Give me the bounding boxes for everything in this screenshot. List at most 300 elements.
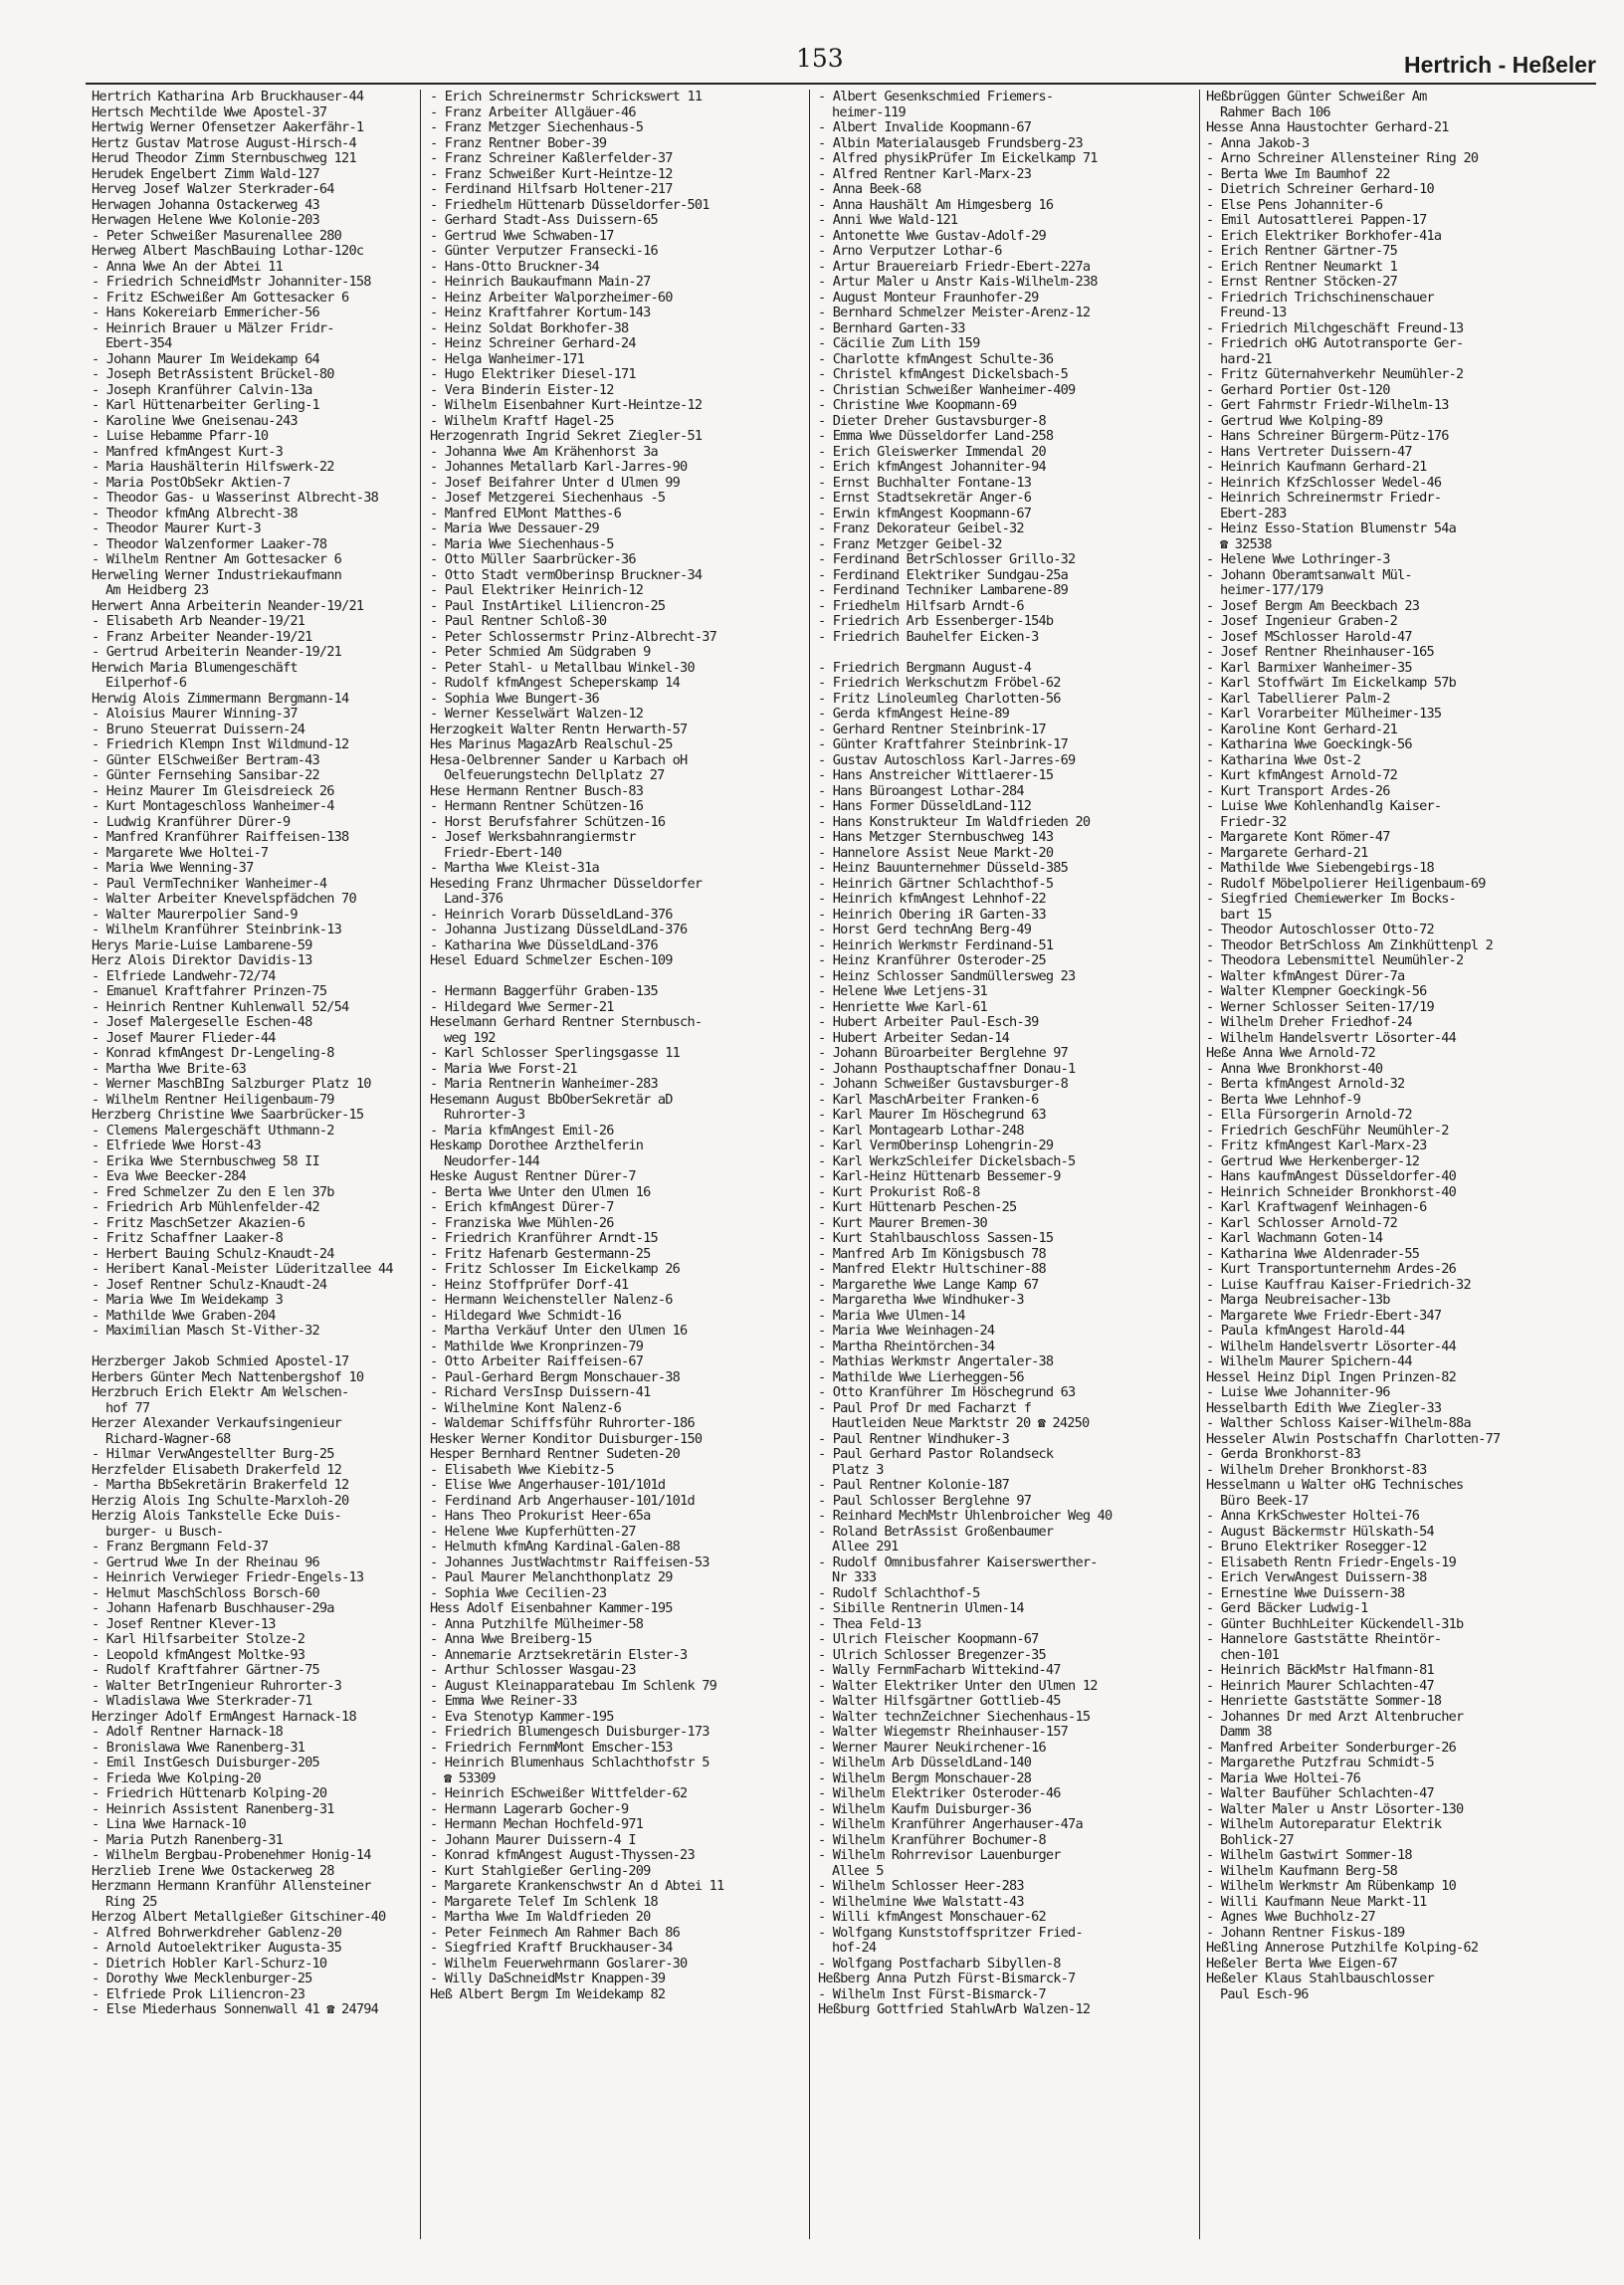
directory-entry: Hesper Bernhard Rentner Sudeten-20 <box>430 1447 681 1462</box>
directory-entry: Herzbruch Erich Elektr Am Welschen- <box>92 1385 349 1400</box>
directory-entry: - Paul InstArtikel Liliencron-25 <box>430 598 666 614</box>
directory-entry: - Hans Metzger Sternbuschweg 143 <box>818 830 1054 845</box>
directory-entry-continuation: Damm 38 <box>1220 1725 1272 1740</box>
directory-entry: - Elisabeth Wwe Kiebitz-5 <box>430 1462 614 1478</box>
directory-entry: - Katharina Wwe Goeckingk-56 <box>1206 737 1412 752</box>
directory-entry: - Peter Schlossermstr Prinz-Albrecht-37 <box>430 629 716 645</box>
directory-entry: - Gerda kfmAngest Heine-89 <box>818 707 1009 722</box>
directory-entry: - Albert Invalide Koopmann-67 <box>818 120 1032 135</box>
directory-entry: - Heinrich Maurer Schlachten-47 <box>1206 1678 1434 1694</box>
directory-entry: - Walter technZeichner Siechenhaus-15 <box>818 1709 1091 1725</box>
directory-entry: - Wilhelm Eisenbahner Kurt-Heintze-12 <box>430 398 703 413</box>
directory-entry: - Johannes JustWachtmstr Raiffeisen-53 <box>430 1555 710 1570</box>
directory-entry: - Arnold Autoelektriker Augusta-35 <box>92 1941 342 1956</box>
directory-entry: Herys Marie-Luise Lambarene-59 <box>92 937 312 953</box>
directory-entry: - Heinrich Verwieger Friedr-Engels-13 <box>92 1570 364 1585</box>
directory-entry: - Sibille Rentnerin Ulmen-14 <box>818 1601 1024 1616</box>
directory-entry-continuation: Paul Esch-96 <box>1220 1986 1309 2002</box>
directory-entry: - Gerd Bäcker Ludwig-1 <box>1206 1601 1368 1616</box>
directory-entry: - Paul Elektriker Heinrich-12 <box>430 583 644 598</box>
directory-entry: - Luise Hebamme Pfarr-10 <box>92 429 269 444</box>
directory-entry: - Wilhelm Bergm Monschauer-28 <box>818 1770 1032 1786</box>
directory-entry: - Wilhelmine Wwe Walstatt-43 <box>818 1894 1024 1910</box>
directory-entry: - Berta Wwe Unter den Ulmen 16 <box>430 1184 651 1200</box>
directory-entry-continuation: Oelfeuerungstechn Dellplatz 27 <box>444 768 665 783</box>
directory-entry: - Erich Rentner Gärtner-75 <box>1206 244 1397 259</box>
page-number: 153 <box>796 44 844 73</box>
directory-entry: - Otto Kranführer Im Höschegrund 63 <box>818 1385 1076 1400</box>
directory-entry-continuation: Friedr-32 <box>1220 814 1287 830</box>
directory-entry: Heske August Rentner Dürer-7 <box>430 1169 636 1184</box>
directory-entry: - Erich Gleiswerker Immendal 20 <box>818 444 1046 460</box>
directory-entry: - Josef Bergm Am Beeckbach 23 <box>1206 598 1420 614</box>
directory-entry-continuation: hof 77 <box>105 1400 150 1416</box>
directory-entry: - Walter Arbeiter Knevelspfädchen 70 <box>92 892 356 907</box>
directory-entry: - Karl Wachmann Goten-14 <box>1206 1231 1383 1246</box>
directory-entry: - Kurt Transport Ardes-26 <box>1206 783 1390 799</box>
directory-entry: - Margarete Telef Im Schlenk 18 <box>430 1894 658 1910</box>
directory-entry: - Hubert Arbeiter Sedan-14 <box>818 1030 1009 1046</box>
directory-entry: Herwich Maria Blumengeschäft <box>92 660 298 676</box>
directory-entry: - Peter Feinmech Am Rahmer Bach 86 <box>430 1925 681 1941</box>
directory-entry: - Elisabeth Arb Neander-19/21 <box>92 614 305 629</box>
directory-entry: - Arthur Schlosser Wasgau-23 <box>430 1663 636 1678</box>
directory-entry: - Walter Hilfsgärtner Gottlieb-45 <box>818 1694 1061 1709</box>
directory-entry: - Adolf Rentner Harnack-18 <box>92 1725 283 1740</box>
directory-entry: - Anna Wwe Bronkhorst-40 <box>1206 1061 1383 1077</box>
directory-entry: - Günter Kraftfahrer Steinbrink-17 <box>818 737 1069 752</box>
directory-entry: - Clemens Malergeschäft Uthmann-2 <box>92 1123 334 1139</box>
directory-entry: - Maria Putzh Ranenberg-31 <box>92 1832 283 1848</box>
directory-entry: - Josef Werksbahnrangiermstr <box>430 830 636 845</box>
running-head: Hertrich - Heßeler <box>1403 52 1596 78</box>
directory-entry: - Peter Schweißer Masurenallee 280 <box>92 228 342 244</box>
directory-entry: - Karoline Kont Gerhard-21 <box>1206 722 1397 737</box>
directory-entry: - Friedrich GeschFühr Neumühler-2 <box>1206 1123 1449 1139</box>
directory-entry: - Bernhard Schmelzer Meister-Arenz-12 <box>818 306 1091 320</box>
directory-entry: - Siegfried Kraftf Bruckhauser-34 <box>430 1941 673 1956</box>
directory-entry: - Franz Metzger Siechenhaus-5 <box>430 120 644 135</box>
directory-entry: - Otto Müller Saarbrücker-36 <box>430 552 636 567</box>
directory-entry: - Martha Wwe Brite-63 <box>92 1061 247 1077</box>
directory-entry: - Alfred physikPrüfer Im Eickelkamp 71 <box>818 151 1098 166</box>
directory-entry: - Hans Konstrukteur Im Waldfrieden 20 <box>818 814 1091 830</box>
directory-entry: Heßburg Gottfried StahlwArb Walzen-12 <box>818 2002 1091 2017</box>
directory-entry: - Maria Haushälterin Hilfswerk-22 <box>92 460 334 475</box>
directory-entry: - Theodor Maurer Kurt-3 <box>92 521 261 536</box>
directory-entry: - Franz Arbeiter Neander-19/21 <box>92 629 312 645</box>
directory-entry: - Roland BetrAssist Großenbaumer <box>818 1524 1054 1540</box>
directory-entry: - Anna Wwe An der Abtei 11 <box>92 259 283 275</box>
directory-entry: - Franz Rentner Bober-39 <box>430 135 607 151</box>
directory-entry: Heskamp Dorothee Arzthelferin <box>430 1139 644 1153</box>
directory-entry: - Anna KrkSchwester Holtei-76 <box>1206 1509 1420 1524</box>
directory-entry: - Helmut MaschSchloss Borsch-60 <box>92 1585 319 1601</box>
directory-entry-continuation: heimer-119 <box>832 104 906 120</box>
directory-entry: - Friedrich Bergmann August-4 <box>818 660 1032 676</box>
directory-entry: - Maria Wwe Holtei-76 <box>1206 1770 1361 1786</box>
directory-entry: - Katharina Wwe Ost-2 <box>1206 752 1361 768</box>
directory-entry: - Kurt Stahlbauschloss Sassen-15 <box>818 1231 1054 1246</box>
directory-entry: - Mathias Werkmstr Angertaler-38 <box>818 1354 1054 1369</box>
directory-entry: - Wilhelm Arb DüsseldLand-140 <box>818 1756 1032 1770</box>
directory-entry: - Katharina Wwe DüsseldLand-376 <box>430 937 658 953</box>
directory-entry: - Horst Gerd technAng Berg-49 <box>818 923 1032 937</box>
directory-entry: - Walter Maurerpolier Sand-9 <box>92 907 298 923</box>
directory-entry: - Sophia Wwe Bungert-36 <box>430 691 599 707</box>
directory-entry: - Wilhelm Kaufm Duisburger-36 <box>818 1801 1032 1817</box>
directory-entry: - Annemarie Arztsekretärin Elster-3 <box>430 1647 688 1663</box>
directory-entry: - Friedrich SchneidMstr Johanniter-158 <box>92 275 371 290</box>
directory-entry: - Kurt Hüttenarb Peschen-25 <box>818 1200 1017 1215</box>
directory-entry: - Hans Anstreicher Wittlaerer-15 <box>818 768 1054 783</box>
directory-entry: - Ulrich Fleischer Koopmann-67 <box>818 1632 1039 1647</box>
directory-entry: - Richard VersInsp Duissern-41 <box>430 1385 651 1400</box>
directory-entry: - Kurt Maurer Bremen-30 <box>818 1215 987 1231</box>
directory-entry: - Wilhelmine Kont Nalenz-6 <box>430 1400 621 1416</box>
directory-entry: - Peter Schmied Am Südgraben 9 <box>430 645 651 660</box>
directory-entry: - Albin Materialausgeb Frundsberg-23 <box>818 135 1083 151</box>
directory-entry: - Emma Wwe Reiner-33 <box>430 1694 577 1709</box>
directory-entry: - Johann Oberamtsanwalt Mül- <box>1206 567 1412 583</box>
directory-entry: - Heribert Kanal-Meister Lüderitzallee 44 <box>92 1262 393 1277</box>
directory-entry: - Leopold kfmAngest Moltke-93 <box>92 1647 305 1663</box>
directory-entry: Herud Theodor Zimm Sternbuschweg 121 <box>92 151 356 166</box>
directory-entry: Herzlieb Irene Wwe Ostackerweg 28 <box>92 1863 334 1879</box>
directory-entry: - Gertrud Wwe Kolping-89 <box>1206 413 1383 429</box>
directory-entry: - Erich VerwAngest Duissern-38 <box>1206 1570 1427 1585</box>
directory-entry: - Elfriede Prok Liliencron-23 <box>92 1986 305 2002</box>
directory-entry: Herzmann Hermann Kranführ Allensteiner <box>92 1879 371 1894</box>
directory-entry: - Heinz Schreiner Gerhard-24 <box>430 336 636 351</box>
directory-entry: - Heinrich Baukaufmann Main-27 <box>430 275 651 290</box>
directory-entry: - Walter Wiegemstr Rheinhauser-157 <box>818 1725 1069 1740</box>
directory-entry-continuation: Allee 5 <box>832 1863 884 1879</box>
directory-entry: - Kurt Prokurist Roß-8 <box>818 1184 980 1200</box>
directory-entry: - Franz Dekorateur Geibel-32 <box>818 521 1024 536</box>
directory-entry: - Karl WerkzSchleifer Dickelsbach-5 <box>818 1153 1076 1169</box>
directory-entry: - Walter Klempner Goeckingk-56 <box>1206 984 1427 999</box>
directory-entry: - Josef Rentner Klever-13 <box>92 1616 276 1632</box>
directory-entry: - Franz Metzger Geibel-32 <box>818 536 1002 552</box>
directory-entry: - Albert Gesenkschmied Friemers- <box>818 90 1054 104</box>
directory-entry: - Paula kfmAngest Harold-44 <box>1206 1324 1405 1339</box>
directory-entry: - Hugo Elektriker Diesel-171 <box>430 367 636 382</box>
directory-entry: - Anna Haushält Am Himgesberg 16 <box>818 197 1054 213</box>
directory-entry: - Luise Wwe Kohlenhandlg Kaiser- <box>1206 799 1442 814</box>
directory-entry: - Helga Wanheimer-171 <box>430 351 585 367</box>
directory-entry: - Willi kfmAngest Monschauer-62 <box>818 1910 1046 1925</box>
directory-entry: - Friedrich Arb Mühlenfelder-42 <box>92 1200 319 1215</box>
directory-entry: - Ferdinand Hilfsarb Holtener-217 <box>430 182 673 197</box>
directory-entry-continuation: Neudorfer-144 <box>444 1153 539 1169</box>
directory-entry: - Hermann Mechan Hochfeld-971 <box>430 1817 644 1832</box>
directory-entry: - Joseph Kranführer Calvin-13a <box>92 382 312 398</box>
directory-entry: - Theodora Lebensmittel Neumühler-2 <box>1206 953 1464 968</box>
directory-entry: - Heinrich BäckMstr Halfmann-81 <box>1206 1663 1434 1678</box>
header-rule <box>86 83 1596 85</box>
directory-entry-continuation: Allee 291 <box>832 1540 899 1555</box>
directory-entry: - Herbert Bauing Schulz-Knaudt-24 <box>92 1246 334 1262</box>
directory-entry: - Günter Fernsehing Sansibar-22 <box>92 768 319 783</box>
directory-entry: - Heinrich Schneider Bronkhorst-40 <box>1206 1184 1457 1200</box>
directory-entry: - Paul VermTechniker Wanheimer-4 <box>92 876 327 892</box>
directory-entry: - Ferdinand BetrSchlosser Grillo-32 <box>818 552 1076 567</box>
directory-entry: - Friedrich Blumengesch Duisburger-173 <box>430 1725 710 1740</box>
directory-entry: Herzig Alois Ing Schulte-Marxloh-20 <box>92 1493 349 1509</box>
directory-entry: - Fred Schmelzer Zu den E len 37b <box>92 1184 334 1200</box>
directory-entry: - Artur Maler u Anstr Kais-Wilhelm-238 <box>818 275 1098 290</box>
directory-entry: - Hans Schreiner Bürgerm-Pütz-176 <box>1206 429 1449 444</box>
directory-entry: - Wilhelm Bergbau-Probenehmer Honig-14 <box>92 1848 371 1863</box>
directory-entry-continuation: Ruhrorter-3 <box>444 1108 525 1123</box>
directory-entry: - Dietrich Schreiner Gerhard-10 <box>1206 182 1434 197</box>
directory-entry: - Martha BbSekretärin Brakerfeld 12 <box>92 1478 349 1493</box>
directory-entry: - Anni Wwe Wald-121 <box>818 213 958 228</box>
directory-entry: - Maria Wwe Forst-21 <box>430 1061 577 1077</box>
directory-entry: - Rudolf Möbelpolierer Heiligenbaum-69 <box>1206 876 1486 892</box>
directory-entry: - Elfriede Wwe Horst-43 <box>92 1139 261 1153</box>
directory-entry: - Friedrich Arb Essenberger-154b <box>818 614 1054 629</box>
directory-entry: - Artur Brauereiarb Friedr-Ebert-227a <box>818 259 1091 275</box>
directory-entry: - Berta Wwe Im Baumhof 22 <box>1206 166 1390 182</box>
directory-entry: Heßeler Berta Wwe Eigen-67 <box>1206 1956 1397 1972</box>
directory-entry: - Wilhelm Kranführer Angerhauser-47a <box>818 1817 1083 1832</box>
directory-entry: - Wilhelm Feuerwehrmann Goslarer-30 <box>430 1956 688 1972</box>
directory-entry: - Hans Vertreter Duissern-47 <box>1206 444 1412 460</box>
directory-entry: - Christine Wwe Koopmann-69 <box>818 398 1017 413</box>
directory-entry: Hesemann August BbOberSekretär aD <box>430 1092 673 1108</box>
directory-entry: - Gertrud Wwe Schwaben-17 <box>430 228 614 244</box>
directory-entry-continuation: Platz 3 <box>832 1462 884 1478</box>
directory-entry: - Werner MaschBIng Salzburger Platz 10 <box>92 1077 371 1092</box>
directory-entry: - Ferdinand Elektriker Sundgau-25a <box>818 567 1069 583</box>
directory-entry: - Wilhelm Dreher Bronkhorst-83 <box>1206 1462 1427 1478</box>
directory-entry: - Johannes Metallarb Karl-Jarres-90 <box>430 460 688 475</box>
directory-entry: - Anna Putzhilfe Mülheimer-58 <box>430 1616 644 1632</box>
directory-entry: - Franziska Wwe Mühlen-26 <box>430 1215 614 1231</box>
directory-entry: - Peter Stahl- u Metallbau Winkel-30 <box>430 660 695 676</box>
directory-entry: - Rudolf kfmAngest Scheperskamp 14 <box>430 676 681 691</box>
directory-entry: - Karoline Wwe Gneisenau-243 <box>92 413 298 429</box>
directory-entry: - Dietrich Hobler Karl-Schurz-10 <box>92 1956 327 1972</box>
directory-entry: - Hans Kokereiarb Emmericher-56 <box>92 306 319 320</box>
directory-entry: Herzer Alexander Verkaufsingenieur <box>92 1416 342 1431</box>
directory-entry: Hesse Anna Haustochter Gerhard-21 <box>1206 120 1449 135</box>
directory-entry: - Gert Fahrmstr Friedr-Wilhelm-13 <box>1206 398 1449 413</box>
directory-entry: Heßberg Anna Putzh Fürst-Bismarck-7 <box>818 1972 1076 1986</box>
directory-entry: - Ferdinand Techniker Lambarene-89 <box>818 583 1069 598</box>
directory-entry: Herzog Albert Metallgießer Gitschiner-40 <box>92 1910 386 1925</box>
directory-entry: - Friedrich Hüttenarb Kolping-20 <box>92 1786 327 1801</box>
directory-entry: - Hermann Lagerarb Gocher-9 <box>430 1801 629 1817</box>
directory-entry: Hertrich Katharina Arb Bruckhauser-44 <box>92 90 364 104</box>
directory-entry: - Ferdinand Arb Angerhauser-101/101d <box>430 1493 695 1509</box>
directory-entry: - Margarete Gerhard-21 <box>1206 845 1368 861</box>
directory-entry: - Friedrich Milchgeschäft Freund-13 <box>1206 320 1464 336</box>
directory-entry: Heßbrüggen Günter Schweißer Am <box>1206 90 1427 104</box>
directory-entry: - Margarethe Wwe Lange Kamp 67 <box>818 1277 1039 1293</box>
directory-entry: - Heinz Bauunternehmer Düsseld-385 <box>818 861 1069 876</box>
directory-entry: - Antonette Wwe Gustav-Adolf-29 <box>818 228 1046 244</box>
directory-entry-continuation: burger- u Busch- <box>105 1524 224 1540</box>
directory-entry: Heß Albert Bergm Im Weidekamp 82 <box>430 1986 666 2002</box>
directory-entry: - Kurt kfmAngest Arnold-72 <box>1206 768 1397 783</box>
directory-entry: - Hildegard Wwe Schmidt-16 <box>430 1308 621 1324</box>
directory-entry: Herzberger Jakob Schmied Apostel-17 <box>92 1354 349 1369</box>
directory-entry: - Erich Schreinermstr Schrickswert 11 <box>430 90 703 104</box>
column-rule <box>809 90 810 2239</box>
directory-entry: - Helmuth kfmAng Kardinal-Galen-88 <box>430 1540 681 1555</box>
directory-entry: - Berta kfmAngest Arnold-32 <box>1206 1077 1405 1092</box>
directory-entry: - Manfred Elektr Hultschiner-88 <box>818 1262 1046 1277</box>
directory-entry: - Helene Wwe Kupferhütten-27 <box>430 1524 636 1540</box>
directory-entry: Hesa-Oelbrenner Sander u Karbach oH <box>430 752 688 768</box>
directory-entry: - Wilhelm Handelsvertr Lösorter-44 <box>1206 1030 1457 1046</box>
directory-entry: - Günter BuchhLeiter Kückendell-31b <box>1206 1616 1464 1632</box>
directory-entry: - Walter kfmAngest Dürer-7a <box>1206 968 1405 984</box>
directory-entry-continuation: Freund-13 <box>1220 306 1287 320</box>
directory-entry: - Dorothy Wwe Mecklenburger-25 <box>92 1972 312 1986</box>
directory-entry: - Wilhelm Werkmstr Am Rübenkamp 10 <box>1206 1879 1457 1894</box>
directory-entry: - August Bäckermstr Hülskath-54 <box>1206 1524 1434 1540</box>
directory-entry: - Mathilde Wwe Graben-204 <box>92 1308 276 1324</box>
directory-entry: - Erich Rentner Neumarkt 1 <box>1206 259 1397 275</box>
directory-entry: - Theodor Walzenformer Laaker-78 <box>92 536 327 552</box>
directory-entry: - Walter BetrIngenieur Ruhrorter-3 <box>92 1678 342 1694</box>
directory-entry: Herzinger Adolf ErmAngest Harnack-18 <box>92 1709 356 1725</box>
directory-entry: - Bruno Elektriker Rosegger-12 <box>1206 1540 1427 1555</box>
directory-entry: Herveg Josef Walzer Sterkrader-64 <box>92 182 334 197</box>
directory-entry: - Karl Montagearb Lothar-248 <box>818 1123 1024 1139</box>
directory-entry: - Cäcilie Zum Lith 159 <box>818 336 980 351</box>
directory-entry: - Agnes Wwe Buchholz-27 <box>1206 1910 1375 1925</box>
directory-entry: - Walter Elektriker Unter den Ulmen 12 <box>818 1678 1098 1694</box>
directory-entry: - Karl Schlosser Arnold-72 <box>1206 1215 1397 1231</box>
directory-entry: - Luise Kauffrau Kaiser-Friedrich-32 <box>1206 1277 1471 1293</box>
directory-entry: - Karl Maurer Im Höschegrund 63 <box>818 1108 1046 1123</box>
directory-entry: - Heinrich Vorarb DüsseldLand-376 <box>430 907 673 923</box>
directory-entry: - Friedrich FernmMont Emscher-153 <box>430 1740 673 1756</box>
directory-entry: Hessel Heinz Dipl Ingen Prinzen-82 <box>1206 1369 1457 1385</box>
directory-entry-continuation: Hautleiden Neue Marktstr 20 ☎ 24250 <box>832 1416 1090 1431</box>
directory-entry: - Mathilde Wwe Kronprinzen-79 <box>430 1339 644 1354</box>
directory-entry: - Paul Rentner Schloß-30 <box>430 614 607 629</box>
directory-entry-continuation: Eilperhof-6 <box>105 676 187 691</box>
directory-entry: - Johann Hafenarb Buschhauser-29a <box>92 1601 334 1616</box>
directory-entry: - Elisabeth Rentn Friedr-Engels-19 <box>1206 1555 1457 1570</box>
directory-entry: - Heinrich ESchweißer Wittfelder-62 <box>430 1786 688 1801</box>
directory-entry: - Paul Gerhard Pastor Rolandseck <box>818 1447 1054 1462</box>
directory-entry: - Friedrich Werkschutzm Fröbel-62 <box>818 676 1061 691</box>
directory-entry: Herudek Engelbert Zimm Wald-127 <box>92 166 319 182</box>
directory-entry: - Maria Wwe Im Weidekamp 3 <box>92 1293 283 1308</box>
directory-entry: - Erwin kfmAngest Koopmann-67 <box>818 506 1032 521</box>
directory-entry: - Werner Schlosser Seiten-17/19 <box>1206 999 1434 1015</box>
directory-entry: Hese Hermann Rentner Busch-83 <box>430 783 644 799</box>
directory-entry: - Vera Binderin Eister-12 <box>430 382 614 398</box>
directory-entry: - Wilhelm Dreher Friedhof-24 <box>1206 1015 1412 1030</box>
directory-entry: - Johann Maurer Im Weidekamp 64 <box>92 351 319 367</box>
directory-entry: - Günter Verputzer Fransecki-16 <box>430 244 658 259</box>
directory-entry: Heßling Annerose Putzhilfe Kolping-62 <box>1206 1941 1479 1956</box>
directory-entry: - Frieda Wwe Kolping-20 <box>92 1770 261 1786</box>
directory-entry: Hesker Werner Konditor Duisburger-150 <box>430 1431 703 1447</box>
directory-entry: - Heinz Schlosser Sandmüllersweg 23 <box>818 968 1076 984</box>
directory-entry: - Hans-Otto Bruckner-34 <box>430 259 599 275</box>
directory-entry: - Otto Stadt vermOberinsp Bruckner-34 <box>430 567 703 583</box>
directory-entry: - Waldemar Schiffsführ Ruhrorter-186 <box>430 1416 695 1431</box>
directory-entry: Hesselmann u Walter oHG Technisches <box>1206 1478 1464 1493</box>
directory-entry-continuation: Nr 333 <box>832 1570 877 1585</box>
directory-entry: - Fritz Hafenarb Gestermann-25 <box>430 1246 651 1262</box>
directory-entry: - Gertrud Wwe In der Rheinau 96 <box>92 1555 319 1570</box>
directory-entry: - Reinhard MechMstr Uhlenbroicher Weg 40 <box>818 1509 1113 1524</box>
directory-entry: - Wilhelm Kraftf Hagel-25 <box>430 413 614 429</box>
directory-entry: - Ernestine Wwe Duissern-38 <box>1206 1585 1405 1601</box>
directory-entry: - Horst Berufsfahrer Schützen-16 <box>430 814 666 830</box>
directory-entry: - Helene Wwe Letjens-31 <box>818 984 987 999</box>
directory-entry: - Bruno Steuerrat Duissern-24 <box>92 722 305 737</box>
directory-entry: - Werner Maurer Neukirchener-16 <box>818 1740 1046 1756</box>
directory-entry: - Wilhelm Autoreparatur Elektrik <box>1206 1817 1442 1832</box>
directory-entry: - Katharina Wwe Aldenrader-55 <box>1206 1246 1420 1262</box>
directory-entry: - Maria Wwe Weinhagen-24 <box>818 1324 995 1339</box>
directory-entry: - Maria PostObSekr Aktien-7 <box>92 475 291 491</box>
directory-entry: - Emma Wwe Düsseldorfer Land-258 <box>818 429 1054 444</box>
directory-entry: Hesel Eduard Schmelzer Eschen-109 <box>430 953 673 968</box>
directory-entry: Hesseler Alwin Postschaffn Charlotten-77 <box>1206 1431 1501 1447</box>
directory-entry: - Maria Wwe Siechenhaus-5 <box>430 536 614 552</box>
directory-entry: - Arno Schreiner Allensteiner Ring 20 <box>1206 151 1479 166</box>
directory-column-4 <box>1206 90 1582 2002</box>
directory-entry: - August Kleinapparatebau Im Schlenk 79 <box>430 1678 716 1694</box>
directory-entry: - Christel kfmAngest Dickelsbach-5 <box>818 367 1069 382</box>
directory-entry: - Bernhard Garten-33 <box>818 320 965 336</box>
directory-entry: - Manfred Arbeiter Sonderburger-26 <box>1206 1740 1457 1756</box>
directory-entry: - Margaretha Wwe Windhuker-3 <box>818 1293 1024 1308</box>
directory-entry: - Heinz Kraftfahrer Kortum-143 <box>430 306 651 320</box>
directory-entry: - Ella Fürsorgerin Arnold-72 <box>1206 1108 1412 1123</box>
directory-entry: Herbers Günter Mech Nattenbergshof 10 <box>92 1369 364 1385</box>
directory-entry: - Hannelore Gaststätte Rheintör- <box>1206 1632 1442 1647</box>
directory-entry-continuation: Büro Beek-17 <box>1220 1493 1309 1509</box>
directory-entry: Herwagen Helene Wwe Kolonie-203 <box>92 213 319 228</box>
directory-entry: - Martha Rheintörchen-34 <box>818 1339 995 1354</box>
directory-entry: - Heinz Maurer Im Gleisdreieck 26 <box>92 783 334 799</box>
directory-entry: - Maria Wwe Ulmen-14 <box>818 1308 965 1324</box>
directory-entry: - Wilhelm Maurer Spichern-44 <box>1206 1354 1412 1369</box>
directory-entry: - Theodor Autoschlosser Otto-72 <box>1206 923 1434 937</box>
directory-entry: - Erich kfmAngest Dürer-7 <box>430 1200 614 1215</box>
directory-entry: - Heinrich Werkmstr Ferdinand-51 <box>818 937 1054 953</box>
directory-entry: - Heinrich Assistent Ranenberg-31 <box>92 1801 334 1817</box>
directory-entry: - Karl-Heinz Hüttenarb Bessemer-9 <box>818 1169 1061 1184</box>
directory-entry: - Ulrich Schlosser Bregenzer-35 <box>818 1647 1046 1663</box>
directory-entry: - Johann Schweißer Gustavsburger-8 <box>818 1077 1069 1092</box>
directory-entry: - Emil InstGesch Duisburger-205 <box>92 1756 319 1770</box>
directory-entry: - Gerhard Rentner Steinbrink-17 <box>818 722 1046 737</box>
directory-entry-continuation: ☎ 53309 <box>444 1770 496 1786</box>
directory-entry: - Fritz kfmAngest Karl-Marx-23 <box>1206 1139 1427 1153</box>
directory-entry-continuation: Richard-Wagner-68 <box>105 1431 231 1447</box>
directory-entry: - Wilhelm Schlosser Heer-283 <box>818 1879 1024 1894</box>
directory-entry: - Ernst Buchhalter Fontane-13 <box>818 475 1032 491</box>
directory-entry: - Josef Malergeselle Eschen-48 <box>92 1015 312 1030</box>
directory-entry: - Berta Wwe Lehnhof-9 <box>1206 1092 1361 1108</box>
directory-entry: - Siegfried Chemiewerker Im Bocks- <box>1206 892 1457 907</box>
directory-entry: - Lina Wwe Harnack-10 <box>92 1817 247 1832</box>
